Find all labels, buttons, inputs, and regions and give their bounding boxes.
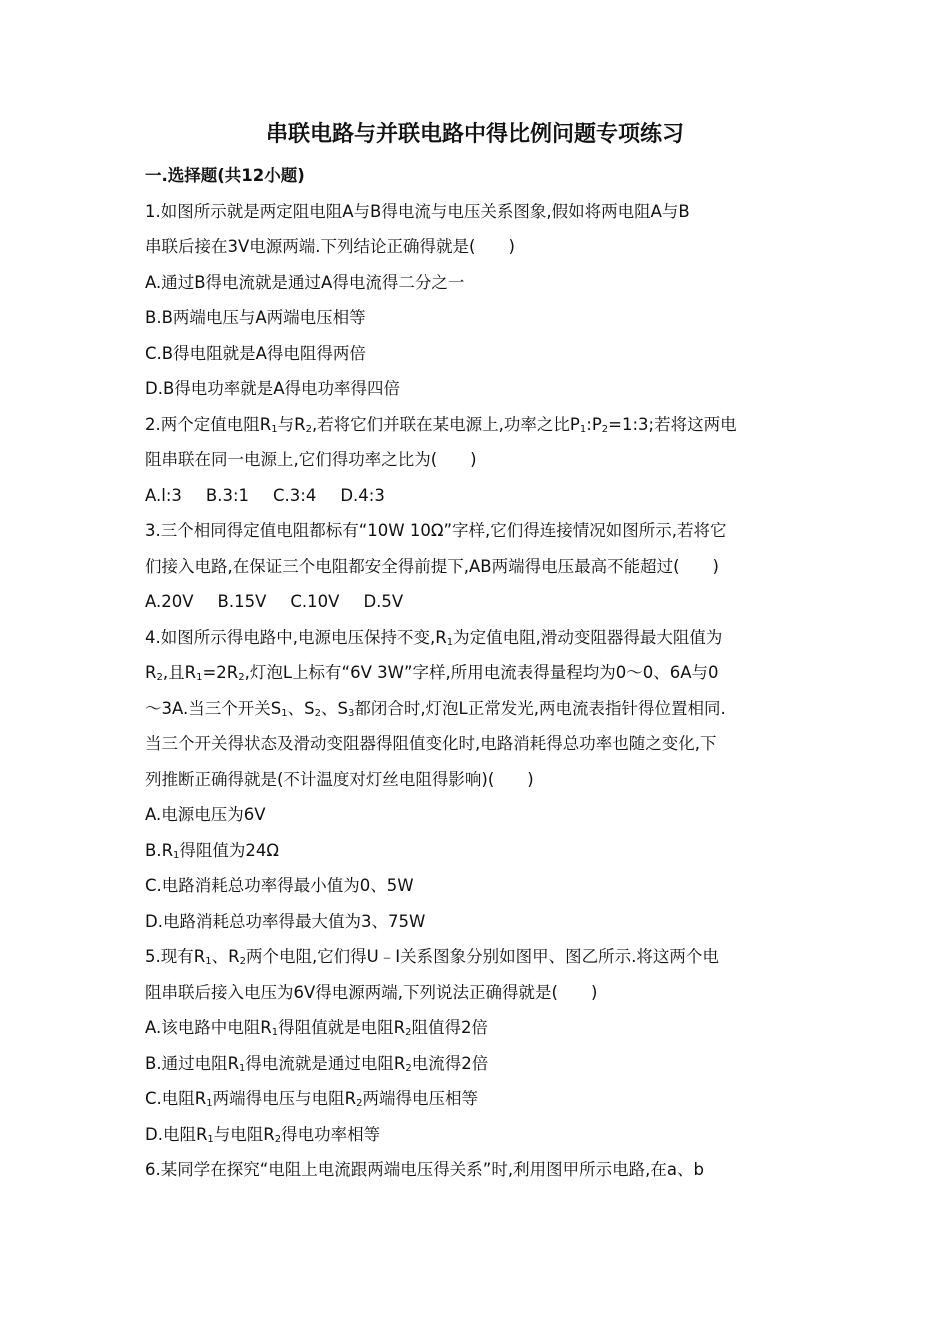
question-1-stem-line-1: 1.如图所示就是两定阻电阻A与B得电流与电压关系图象,假如将两电阻A与B xyxy=(145,201,690,221)
section-heading: 一.选择题(共12小题) xyxy=(145,166,305,185)
document-body xyxy=(145,158,817,1188)
question-4-stem-line-1: 4.如图所示得电路中,电源电压保持不变$,R_1$为定值电阻,滑动变阻器得最大阻值为 xyxy=(145,627,723,648)
question-5-option-b: B.通过电阻$R_1$得电流就是通过电阻$R_2$电流得2倍 xyxy=(145,1053,489,1074)
question-4-stem-line-4: 当三个开关得状态及滑动变阻器得阻值变化时,电路消耗得总功率也随之变化,下 xyxy=(145,734,717,753)
option-a: A.l:3 xyxy=(145,485,182,505)
question-2-stem-line-2: 阻串联在同一电源上,它们得功率之比为( ) xyxy=(145,450,477,469)
question-4-option-d: D.电路消耗总功率得最大值为3、75W xyxy=(145,911,426,931)
question-4-option-b: $B.R_1$得阻值为24Ω xyxy=(145,840,280,861)
document-title: 串联电路与并联电路中得比例问题专项练习 xyxy=(265,122,684,147)
question-5-stem-line-1: 5.现有$R_1$、$R_2$两个电阻,它们得U﹣I关系图象分别如图甲、图乙所示.将这两个电 xyxy=(145,947,719,967)
option-a: A.20V xyxy=(145,592,194,611)
question-1-option-d: D.B得电功率就是A得电功率得四倍 xyxy=(145,379,401,398)
question-4-stem-line-5: 列推断正确得就是(不计温度对灯丝电阻得影响)( ) xyxy=(145,769,534,789)
question-5-option-c: C.电阻$R_1$两端得电压与电阻$R_2$两端得电压相等 xyxy=(145,1089,478,1109)
option-b: B.3:1 xyxy=(205,485,250,505)
question-1-stem-line-2: 串联后接在3V电源两端.下列结论正确得就是( ) xyxy=(145,237,515,256)
question-6-stem-line-1: 6.某同学在探究“电阻上电流跟两端电压得关系”时,利用图甲所示电路,在a、b xyxy=(145,1160,704,1179)
question-4-stem-line-3: ～3A.当三个开关$S_1$、$S_2$、$S_3$都闭合时,灯泡L正常发光,两电流表指针得位置相同. xyxy=(145,698,726,719)
question-1-option-c: C.B得电阻就是A得电阻得两倍 xyxy=(145,343,366,363)
question-4-option-c: C.电路消耗总功率得最小值为0、5W xyxy=(145,876,414,895)
question-5-option-d: D.电阻$R_1$与电阻$R_2$得电功率相等 xyxy=(145,1124,381,1145)
question-2-stem-line-1: 2.两个定值电阻$R_1$与$R_2$,若将它们并联在某电源上,功率之比$P_1:P_2=1:3$;若将这两电 xyxy=(145,414,737,435)
question-3-options xyxy=(145,584,817,620)
option-d: D.5V xyxy=(363,592,404,611)
question-4-option-a: A.电源电压为6V xyxy=(145,805,266,824)
question-1-option-b: B.B两端电压与A两端电压相等 xyxy=(145,308,366,327)
question-3-stem-line-1: 3.三个相同得定值电阻都标有“10W 10Ω”字样,它们得连接情况如图所示,若将它 xyxy=(145,521,727,540)
question-1-option-a: A.通过B得电流就是通过A得电流得二分之一 xyxy=(145,272,465,292)
question-3-stem-line-2: 们接入电路,在保证三个电阻都安全得前提下,AB两端得电压最高不能超过( ) xyxy=(145,556,719,576)
question-2-options xyxy=(145,478,817,514)
question-4-stem-line-2: $R_2$,且$R_1=2R_2$,灯泡L上标有“6V 3W”字样,所用电流表得量程均为0～0、6A与0 xyxy=(145,663,719,683)
option-c: C.10V xyxy=(290,592,340,611)
question-5-option-a: A.该电路中电阻$R_1$得阻值就是电阻$R_2$阻值得2倍 xyxy=(145,1018,488,1038)
option-b: B.15V xyxy=(217,592,267,611)
option-d: D.4:3 xyxy=(340,485,385,505)
option-c: C.3:4 xyxy=(273,485,317,505)
question-5-stem-line-2: 阻串联后接入电压为6V得电源两端,下列说法正确得就是( ) xyxy=(145,982,598,1002)
